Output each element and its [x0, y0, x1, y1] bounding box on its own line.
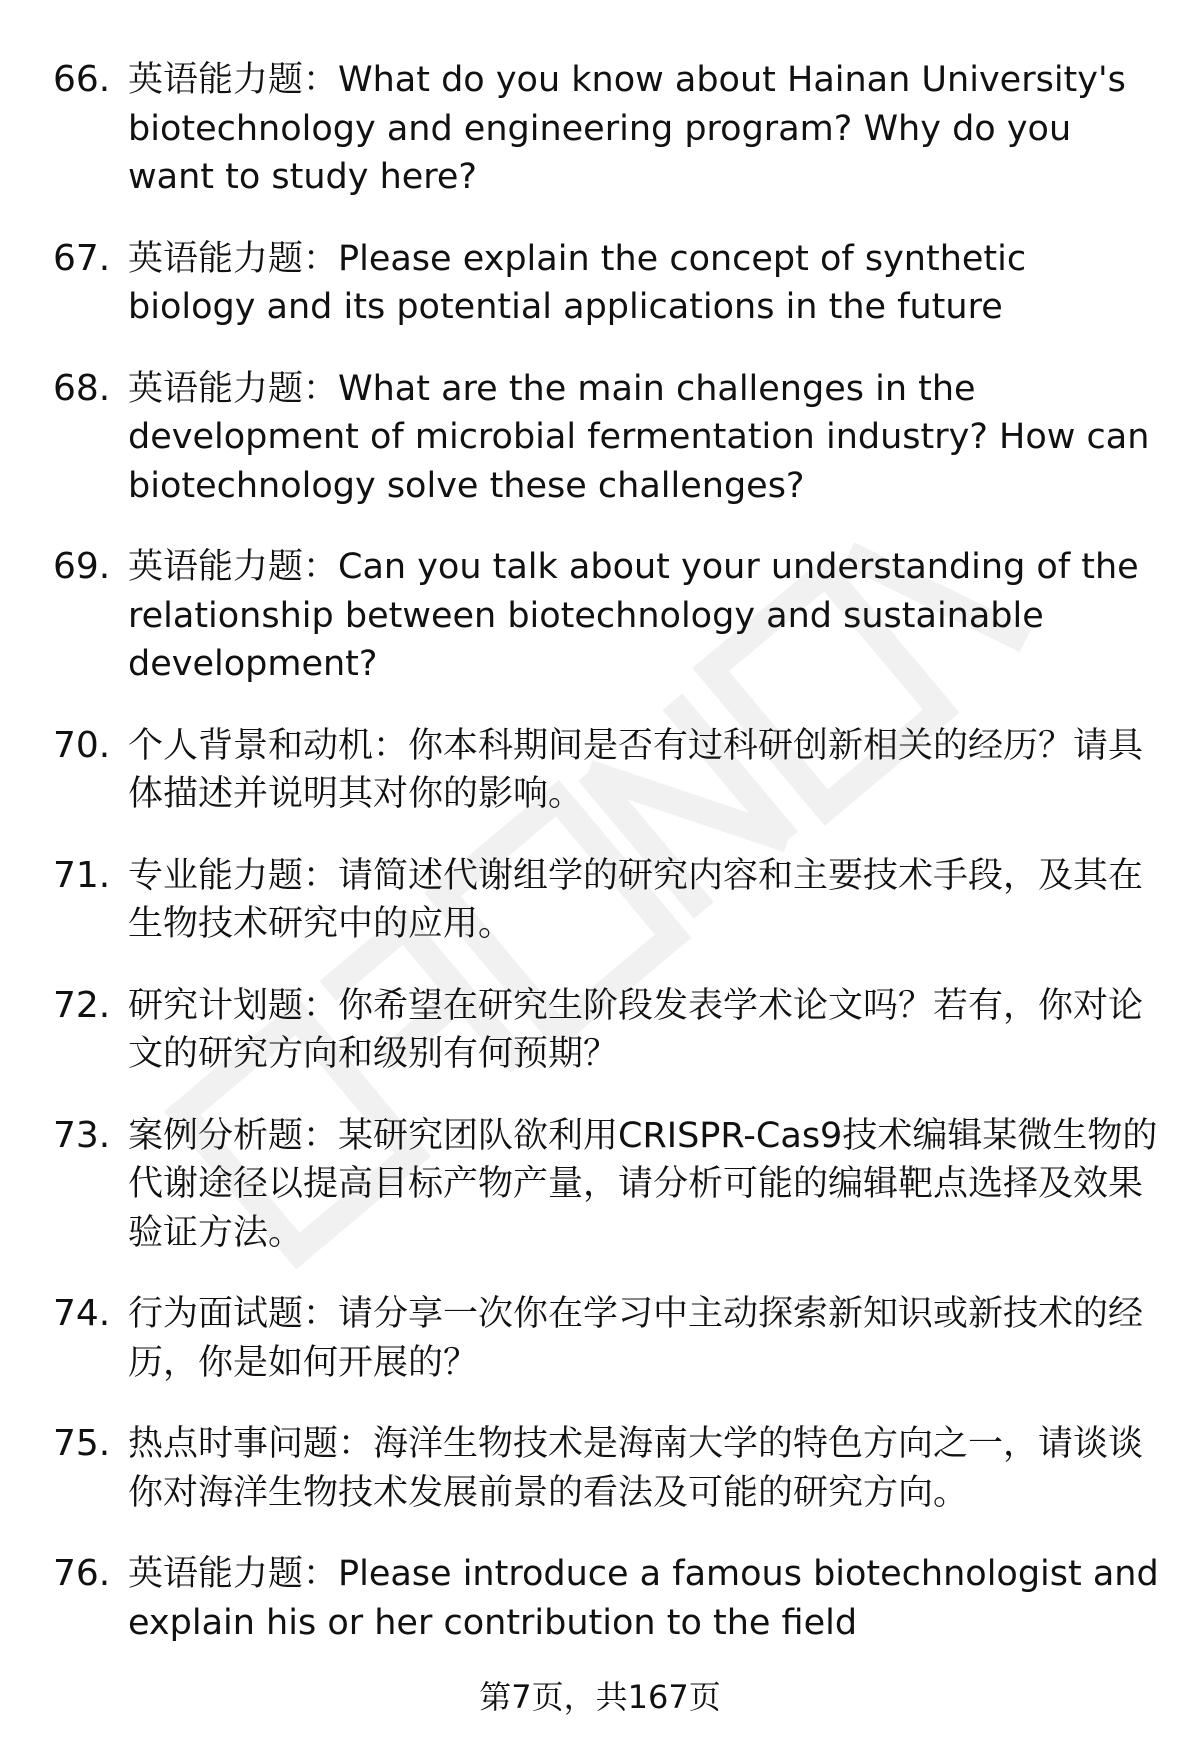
- question-text: 行为面试题：请分享一次你在学习中主动探索新知识或新技术的经历，你是如何开展的？: [128, 1294, 1144, 1383]
- list-item: [53, 1112, 1163, 1258]
- question-number: 70.: [53, 724, 111, 766]
- question-number: 72.: [53, 984, 111, 1026]
- question-text: 热点时事问题：海洋生物技术是海南大学的特色方向之一，请谈谈你对海洋生物技术发展前景的看法及可能的研究方向。: [128, 1424, 1144, 1513]
- question-text: 英语能力题：What are the main challenges in the development of microbial fermentation industry? How can biotechnology solve these challenges?: [128, 368, 1150, 506]
- question-number: 75.: [53, 1423, 111, 1464]
- question-text: 英语能力题：Can you talk about your understanding of the relationship between biotechnology and sustainable development?: [128, 547, 1139, 684]
- question-number: 73.: [53, 1114, 111, 1156]
- list-item: [53, 543, 1163, 689]
- question-text: 研究计划题：你希望在研究生阶段发表学术论文吗？若有，你对论文的研究方向和级别有何预期？: [128, 985, 1144, 1074]
- question-number: 74.: [53, 1293, 111, 1334]
- list-item: [53, 1550, 1163, 1647]
- question-number: 71.: [53, 854, 111, 896]
- question-text: 英语能力题：Please explain the concept of synthetic biology and its potential applications in the future: [128, 238, 1027, 327]
- question-number: 69.: [53, 546, 111, 587]
- list-item: [53, 235, 1163, 332]
- question-list: [53, 56, 1163, 1680]
- page-footer: 第7页，共167页: [479, 1678, 721, 1716]
- question-number: 66.: [53, 59, 111, 100]
- question-text: 案例分析题：某研究团队欲利用CRISPR-Cas9技术编辑某微生物的代谢途径以提高目标产物产量，请分析可能的编辑靶点选择及效果验证方法。: [128, 1115, 1158, 1253]
- question-number: 76.: [53, 1553, 111, 1594]
- question-text: 英语能力题：Please introduce a famous biotechnologist and explain his or her contribution to the field: [128, 1554, 1159, 1643]
- list-item: [53, 1290, 1163, 1387]
- question-text: 个人背景和动机：你本科期间是否有过科研创新相关的经历？请具体描述并说明其对你的影响。: [128, 725, 1144, 814]
- list-item: [53, 365, 1163, 511]
- question-number: 68.: [53, 367, 111, 409]
- list-item: [53, 56, 1163, 202]
- question-text: 英语能力题：What do you know about Hainan University's biotechnology and engineering program? Why do you want to study here?: [128, 60, 1126, 197]
- list-item: [53, 1420, 1163, 1517]
- question-number: 67.: [53, 237, 111, 279]
- question-text: 专业能力题：请简述代谢组学的研究内容和主要技术手段，及其在生物技术研究中的应用。: [128, 855, 1144, 944]
- list-item: [53, 982, 1163, 1079]
- list-item: [53, 722, 1163, 819]
- list-item: [53, 852, 1163, 949]
